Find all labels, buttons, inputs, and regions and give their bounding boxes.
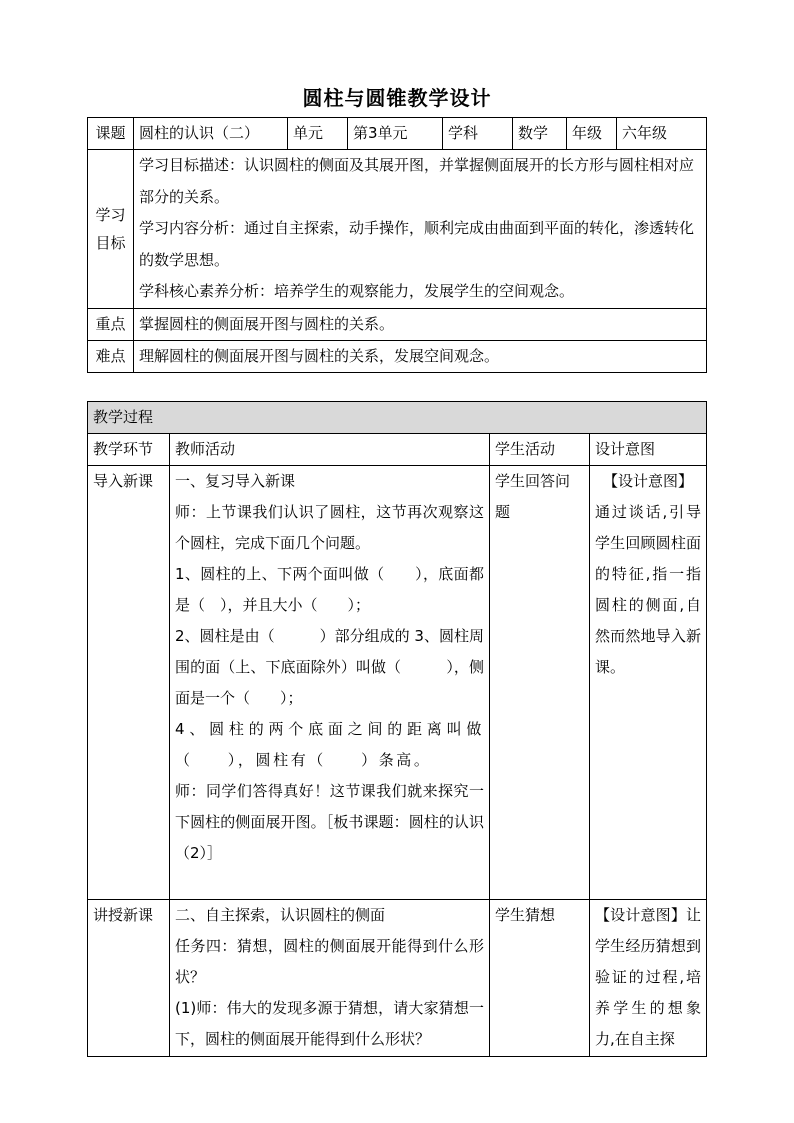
unit-label: 单元	[288, 118, 348, 150]
process-row-new-lesson	[88, 900, 707, 1057]
goals-cell	[134, 150, 707, 309]
topic-value: 圆柱的认识（二）	[134, 118, 288, 150]
stage-cell: 讲授新课	[88, 900, 170, 1057]
teacher-line: 1、圆柱的上、下两个面叫做（ ），底面都是（ ），并且大小（ ）；	[175, 565, 484, 614]
design-intent-heading: 【设计意图】	[603, 472, 694, 490]
teacher-line: 师：同学们答得真好！这节课我们就来探究一下圆柱的侧面展开图。［板书课题：圆柱的认识（2）］	[175, 782, 484, 862]
design-intent-body: 让学生经历猜想到验证的过程,培养学生的想象力,在自主探	[595, 906, 702, 1048]
teacher-line: 二、自主探索，认识圆柱的侧面	[175, 906, 386, 924]
goals-label-text: 学习 目标	[95, 205, 126, 252]
process-column-row	[88, 434, 707, 466]
design-intent-text: 通过谈话,引导学生回顾圆柱面的特征,指一指圆柱的侧面,自然而然地导入新课。	[595, 503, 702, 676]
col-teacher-header: 教师活动	[170, 434, 490, 466]
process-heading: 教学过程	[88, 402, 707, 434]
teacher-line: (1)师：伟大的发现多源于猜想，请大家猜想一下，圆柱的侧面展开能得到什么形状？	[175, 999, 484, 1048]
col-stage-header: 教学环节	[88, 434, 170, 466]
process-heading-row	[88, 402, 707, 434]
student-activity-cell	[490, 900, 590, 1057]
topic-label: 课题	[88, 118, 134, 150]
design-intent-cell	[590, 900, 707, 1057]
teacher-line: 2、圆柱是由（ ）部分组成的 3、圆柱周围的面（上、下底面除外）叫做（ ），侧面是一个（ ）；	[175, 627, 484, 707]
student-activity: 学生回答问题	[495, 472, 571, 521]
student-activity-cell	[490, 466, 590, 900]
design-intent-cell	[590, 466, 707, 900]
subject-label: 学科	[443, 118, 513, 150]
goal-core-literacy: 学科核心素养分析：培养学生的观察能力，发展学生的空间观念。	[139, 282, 575, 300]
info-row-difficulty	[88, 340, 707, 372]
goal-description: 学习目标描述：认识圆柱的侧面及其展开图，并掌握侧面展开的长方形与圆柱相对应部分的关系。	[139, 156, 695, 206]
goals-label	[88, 150, 134, 309]
lesson-info-table	[87, 117, 707, 373]
teaching-process-table	[87, 401, 707, 1057]
teacher-line: 一、复习导入新课	[175, 472, 296, 490]
col-intent-header: 设计意图	[590, 434, 707, 466]
subject-value: 数学	[513, 118, 567, 150]
design-intent-text	[595, 900, 701, 1055]
info-row-goals	[88, 150, 707, 309]
student-activity: 学生猜想	[495, 906, 556, 924]
teacher-activity-cell	[170, 466, 490, 900]
design-intent-heading: 【设计意图】	[595, 906, 686, 924]
teacher-activity-cell	[170, 900, 490, 1057]
teacher-line: 任务四：猜想，圆柱的侧面展开能得到什么形状？	[175, 937, 484, 986]
difficulty-label: 难点	[88, 340, 134, 372]
info-row-topic	[88, 118, 707, 150]
grade-value: 六年级	[617, 118, 707, 150]
key-label: 重点	[88, 308, 134, 340]
grade-label: 年级	[567, 118, 617, 150]
unit-value: 第3单元	[348, 118, 443, 150]
info-row-key	[88, 308, 707, 340]
teacher-line: 4、圆柱的两个底面之间的距离叫做（ ），圆柱有（ ）条高。	[175, 720, 484, 769]
goal-content-analysis: 学习内容分析：通过自主探索，动手操作，顺利完成由曲面到平面的转化，渗透转化的数学思想。	[139, 219, 695, 269]
col-student-header: 学生活动	[490, 434, 590, 466]
process-row-intro	[88, 466, 707, 900]
stage-cell: 导入新课	[88, 466, 170, 900]
document-title: 圆柱与圆锥教学设计	[302, 86, 492, 110]
teacher-line: 师：上节课我们认识了圆柱，这节再次观察这个圆柱，完成下面几个问题。	[175, 503, 484, 552]
key-value: 掌握圆柱的侧面展开图与圆柱的关系。	[134, 308, 707, 340]
difficulty-value: 理解圆柱的侧面展开图与圆柱的关系，发展空间观念。	[134, 340, 707, 372]
